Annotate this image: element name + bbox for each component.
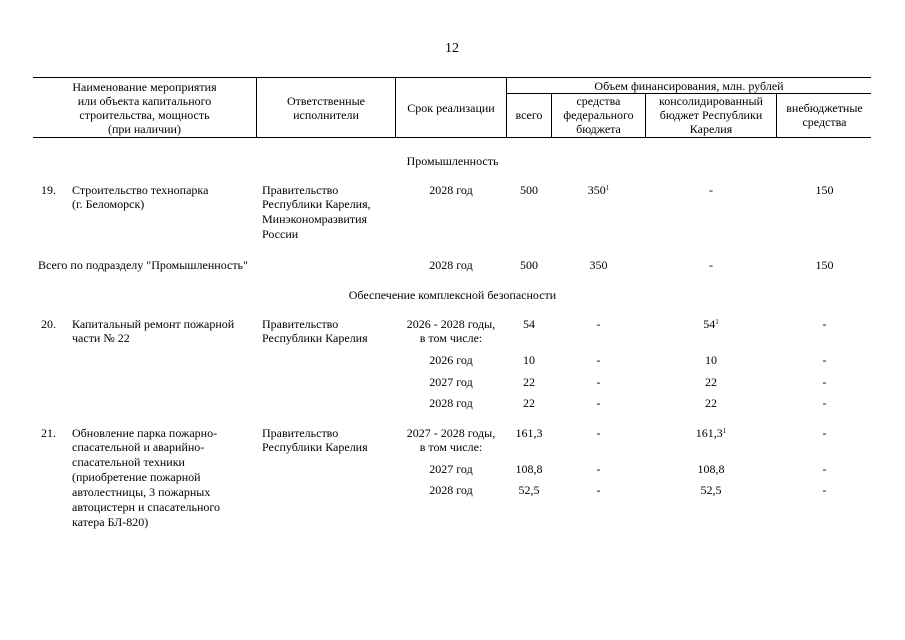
row-number: 21.: [41, 426, 56, 440]
section-title-security: Обеспечение комплексной безопасности: [348, 288, 557, 302]
subtotal-label: Всего по подразделу "Промышленность": [38, 258, 248, 272]
header-top-rule: [33, 77, 871, 78]
footnote-mark: 1: [715, 318, 719, 326]
row-number: 19.: [41, 183, 56, 197]
header-bottom-rule: [33, 137, 871, 138]
col-divider: [256, 77, 257, 137]
header-funding: Объем финансирования, млн. рублей: [594, 79, 784, 93]
section-title-industry: Промышленность: [406, 154, 499, 168]
col-divider: [551, 93, 552, 137]
row-number: 20.: [41, 317, 56, 331]
header-total: всего: [515, 108, 543, 122]
col-divider: [506, 77, 507, 137]
col-divider: [776, 93, 777, 137]
col-divider: [395, 77, 396, 137]
header-term: Срок реализации: [407, 101, 495, 115]
page-number: 12: [445, 41, 459, 56]
footnote-mark: 1: [722, 427, 727, 435]
col-divider: [645, 93, 646, 137]
footnote-mark: 1: [605, 184, 610, 192]
